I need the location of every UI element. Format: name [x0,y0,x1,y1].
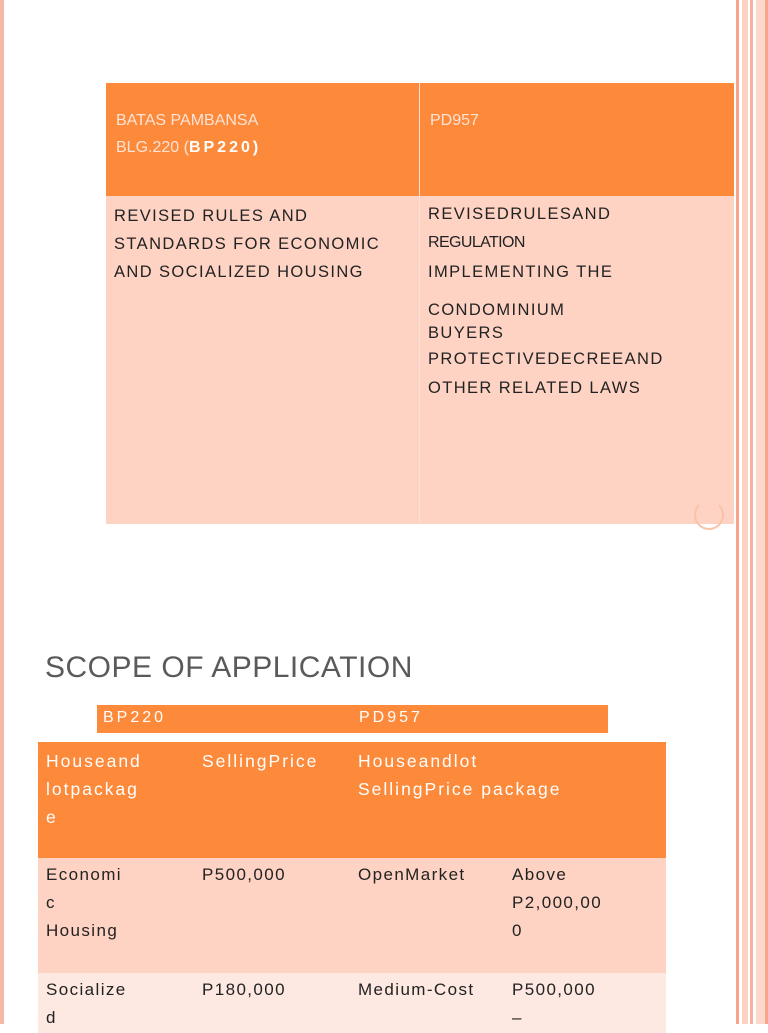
law-comparison-body [106,196,734,524]
section-title: SCOPE OF APPLICATION [45,651,413,684]
law-comparison-table [106,83,734,524]
right-decorative-stripes [736,0,768,1024]
law-comparison-header [106,83,734,196]
header-house-lot-package: Houseand lotpackag e [46,751,142,827]
decorative-circle [694,500,724,530]
label-bp220: BP220 [103,709,167,726]
header-selling-price: SellingPrice [202,751,319,771]
header-house-lot-selling-price: Houseandlot SellingPrice package [358,751,562,799]
law-label-bar [97,705,608,733]
scope-table-header [38,742,666,858]
pd957-description: REVISEDRULESAND REGULATION IMPLEMENTING THE CONDOMINIUM BUYERS PROTECTIVEDECREEAND OTHER RELATED LAWS [428,205,664,397]
scope-table [38,742,666,1033]
table-row: Socialize d P180,000 Medium-Cost P500,000 – [38,973,666,1033]
header-pd957: PD957 [430,112,479,129]
bp220-description: REVISED RULES AND STANDARDS FOR ECONOMIC AND SOCIALIZED HOUSING [106,196,420,524]
label-pd957: PD957 [359,709,423,726]
header-bp220: BATAS PAMBANSA BLG.220 (BP220) [106,83,420,196]
table-row: Economi c Housing P500,000 OpenMarket Above P2,000,00 0 [38,858,666,973]
left-border [0,0,4,1024]
